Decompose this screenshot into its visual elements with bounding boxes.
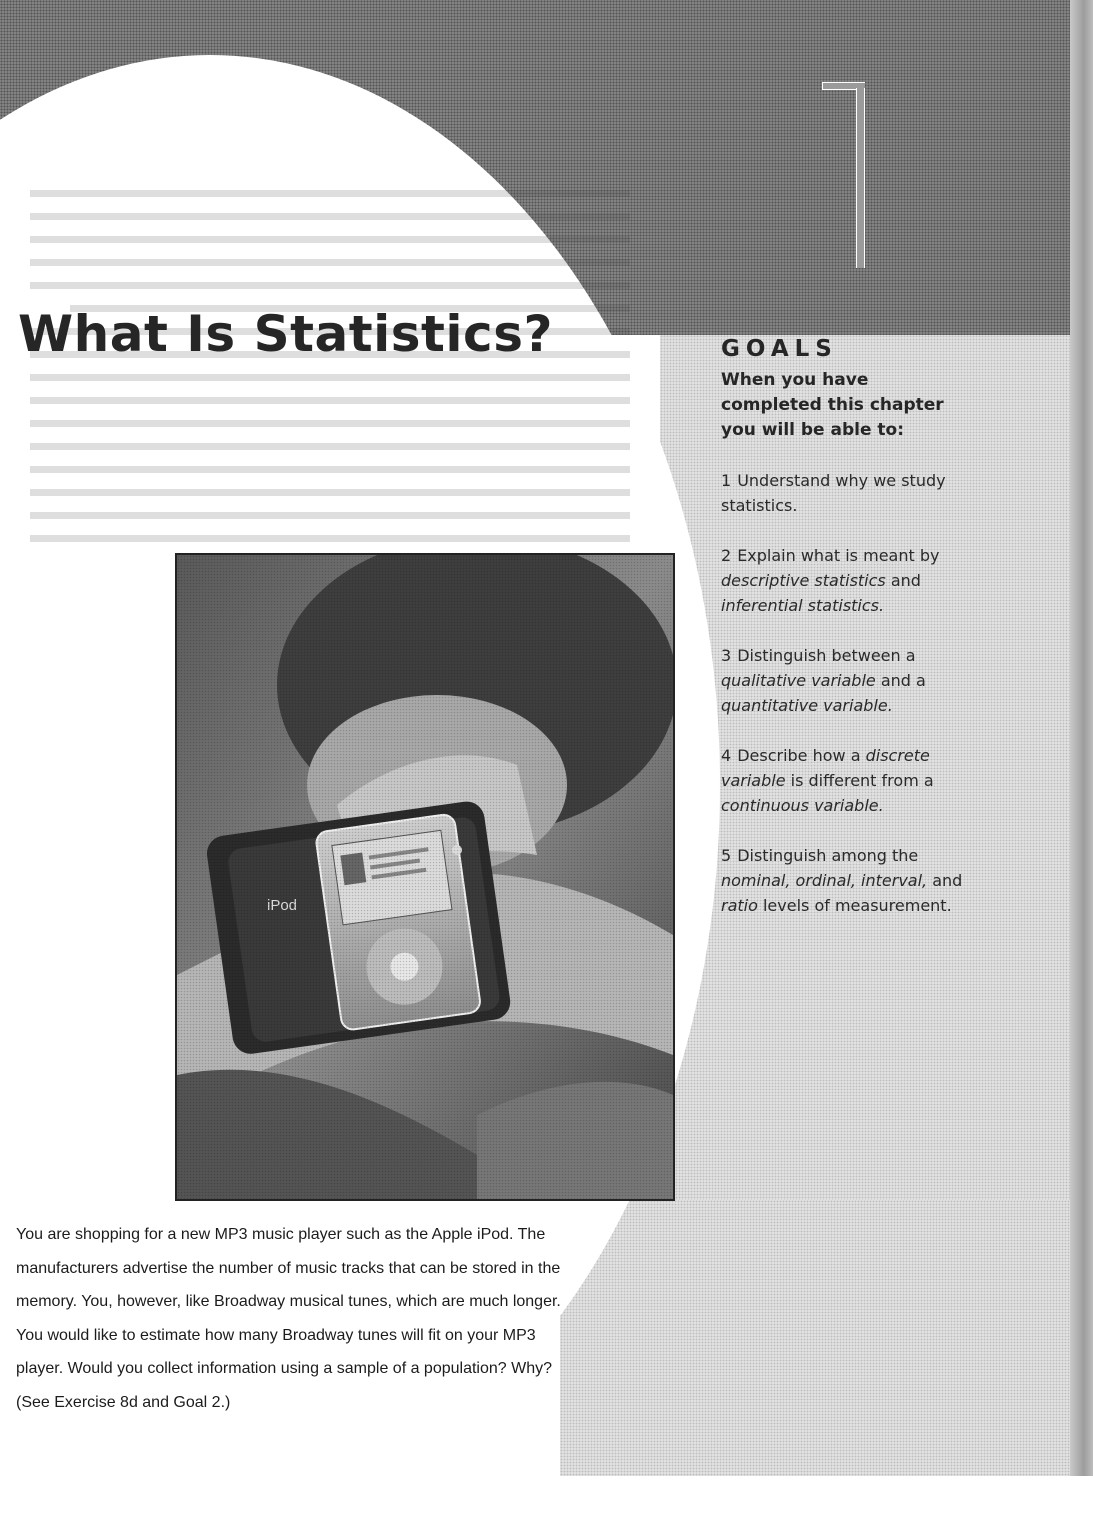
goal-text: and [885,571,921,590]
goal-term: quantitative variable. [721,696,893,715]
ipod-photo [175,553,675,1201]
goal-text: Explain what is meant by [737,546,940,565]
goal-text: Distinguish among the [737,846,919,865]
goal-text: is different from a [785,771,934,790]
goals-heading: GOALS [721,336,838,362]
goals-intro: When you have completed this chapter you will be able to: [721,370,944,440]
goal-text: and [927,871,963,890]
goal-text: levels of measurement. [757,896,952,915]
photo-caption: You are shopping for a new MP3 music player such as the Apple iPod. The manufacturers advertise the number of music tracks that can be stored in the memory. You, however, like Broadway musical tunes, which are much longer. You would like to estimate how many Broadway tunes will fit on your MP3 player. Would you collect information using a sample of a population? Why? (See Exercise 8d and Goal 2.) [16,1226,561,1411]
goal-number: 5 [721,846,732,865]
goal-item [721,643,966,718]
goal-term: descriptive statistics [721,571,886,590]
goal-term: ratio [721,896,758,915]
goal-number: 1 [721,471,732,490]
goal-item [721,543,966,618]
goal-number: 3 [721,646,732,665]
goal-item [721,843,966,918]
goal-item [721,468,966,518]
goal-item [721,743,966,818]
goals-panel [721,336,966,918]
goal-number: 2 [721,546,732,565]
chapter-number-stem [856,88,865,268]
goal-term: discrete variable [721,746,930,790]
goal-text: Describe how a [737,746,866,765]
goals-list [721,468,966,918]
goal-term: qualitative variable [721,671,876,690]
goal-number: 4 [721,746,732,765]
page-title: What Is Statistics? [18,305,553,363]
goal-term: nominal, ordinal, interval, [721,871,928,890]
chapter-number-glyph [822,82,868,268]
goal-term: continuous variable. [721,796,884,815]
goal-text: Distinguish between a [737,646,916,665]
goal-term: inferential statistics. [721,596,885,615]
ipod-photo-illustration [177,555,673,1199]
bottom-halftone-strip [560,1200,1070,1476]
goal-text: Understand why we study statistics. [721,471,946,515]
page-edge-shadow [1070,0,1093,1476]
goal-text: and a [875,671,926,690]
